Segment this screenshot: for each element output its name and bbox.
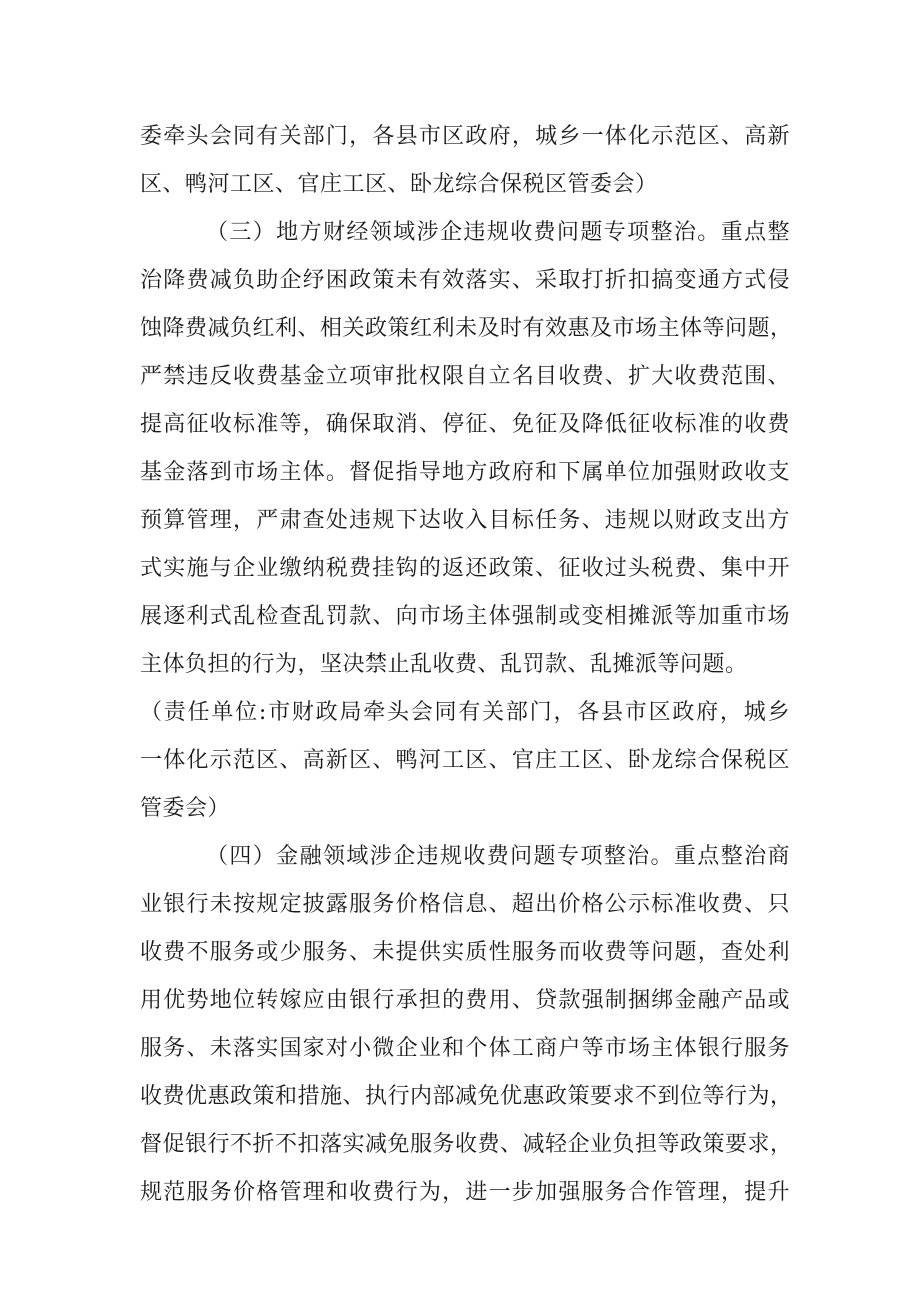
text-line-19: 用优势地位转嫁应由银行承担的费用、贷款强制捆绑金融产品或 xyxy=(140,988,790,1013)
text-line-6: 严禁违反收费基金立项审批权限自立名目收费、扩大收费范围、 xyxy=(140,364,790,389)
responsibility-line-13: （责任单位:市财政局牵头会同有关部门，各县市区政府，城乡 xyxy=(140,700,790,725)
text-line-1: 委牵头会同有关部门，各县市区政府，城乡一体化示范区、高新 xyxy=(140,124,790,149)
text-line-23: 规范服务价格管理和收费行为，进一步加强服务合作管理，提升 xyxy=(140,1180,790,1205)
text-line-15: 管委会） xyxy=(140,796,231,821)
text-line-11: 展逐利式乱检查乱罚款、向市场主体强制或变相摊派等加重市场 xyxy=(140,604,790,629)
text-line-8: 基金落到市场主体。督促指导地方政府和下属单位加强财政收支 xyxy=(140,460,790,485)
text-line-4: 治降费减负助企纾困政策未有效落实、采取打折扣搞变通方式侵 xyxy=(140,268,790,293)
text-line-14: 一体化示范区、高新区、鸭河工区、官庄工区、卧龙综合保税区 xyxy=(140,748,790,773)
text-line-18: 收费不服务或少服务、未提供实质性服务而收费等问题，查处利 xyxy=(140,940,790,965)
text-line-9: 预算管理，严肃查处违规下达收入目标任务、违规以财政支出方 xyxy=(140,508,790,533)
text-line-2: 区、鸭河工区、官庄工区、卧龙综合保税区管委会） xyxy=(140,172,658,197)
text-line-5: 蚀降费减负红利、相关政策红利未及时有效惠及市场主体等问题， xyxy=(140,316,793,341)
text-line-20: 服务、未落实国家对小微企业和个体工商户等市场主体银行服务 xyxy=(140,1036,790,1061)
text-line-21: 收费优惠政策和措施、执行内部减免优惠政策要求不到位等行为， xyxy=(140,1084,793,1109)
section-heading-4: （四）金融领域涉企违规收费问题专项整治。重点整治商 xyxy=(206,844,790,869)
text-line-12: 主体负担的行为，坚决禁止乱收费、乱罚款、乱摊派等问题。 xyxy=(140,652,748,677)
text-line-22: 督促银行不折不扣落实减免服务收费、减轻企业负担等政策要求， xyxy=(140,1132,793,1157)
text-line-17: 业银行未按规定披露服务价格信息、超出价格公示标准收费、只 xyxy=(140,892,790,917)
text-line-7: 提高征收标准等，确保取消、停征、免征及降低征收标准的收费 xyxy=(140,412,790,437)
section-heading-3: （三）地方财经领域涉企违规收费问题专项整治。重点整 xyxy=(206,220,790,245)
text-line-10: 式实施与企业缴纳税费挂钩的返还政策、征收过头税费、集中开 xyxy=(140,556,790,581)
